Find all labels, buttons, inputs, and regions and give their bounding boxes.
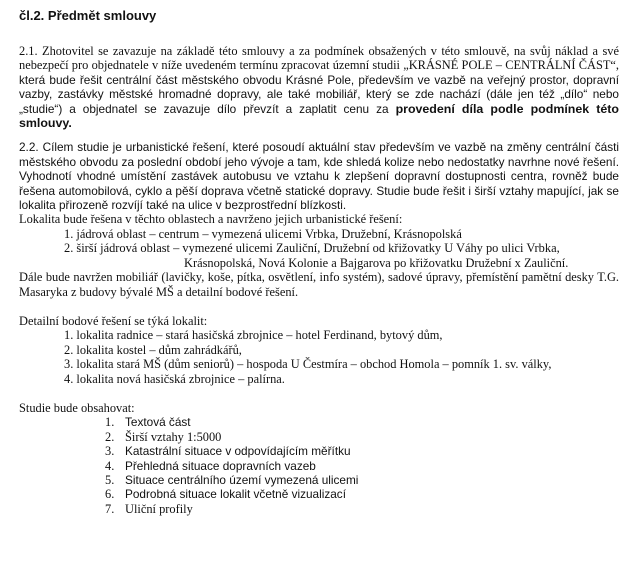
- detailni-item-1: 1. lokalita radnice – stará hasičská zbrojnice – hotel Ferdinand, bytový dům,: [64, 328, 443, 343]
- area-item-2-cont: Krásnopolská, Nová Kolonie a Bajgarova po křižovatku Družební x Zauliční.: [184, 255, 569, 270]
- area-item-2: 2. širší jádrová oblast – vymezené ulicemi Zauliční, Družební od křižovatky U Váhy po ulici Vrbka,: [64, 241, 560, 256]
- document-page: [19, 8, 619, 516]
- p21-part-c: (dále jen též „dílo“ nebo „studie“): [19, 87, 619, 116]
- paragraph-2-2: [19, 140, 619, 212]
- area-list: [19, 227, 619, 270]
- studie-item-1: 1. Textová část: [105, 415, 191, 430]
- p21-bold: provedení díla podle podmínek této smlouvy.: [19, 101, 619, 131]
- studie-item-4: 4. Přehledná situace dopravních vazeb: [105, 458, 316, 473]
- lokalita-intro: Lokalita bude řešena v těchto oblastech a navrženo jejich urbanistické řešení:: [19, 212, 403, 227]
- studie-item-5: 5. Situace centrálního území vymezená ulicemi: [105, 472, 359, 487]
- detailni-list: [19, 328, 619, 386]
- p21-part-b: která bude řešit centrální část městského obvodu Krásné Pole, především ve vazbě na veřejný prostor, dopravní vazby, zastávky městské hromadné dopravy, ale také mobiliář, který se zde nachází: [19, 72, 619, 102]
- mobiliar-paragraph: Dále bude navržen mobiliář (lavičky, koše, pítka, osvětlení, info systém), sadové úpravy, přemístění pamětní desky T.G. Masaryka z budovy bývalé MŠ a detailní bodové řešení.: [19, 270, 619, 299]
- studie-item-7: 7. Uliční profily: [105, 501, 193, 516]
- p22-text: 2.2. Cílem studie je urbanistické řešení, které posoudí aktuální stav především ve vazbě na změny centrální části městského obvodu za poslední období jeho vývoje a tam, kde shledá kolize nebo nedostatky navrhne nové řešení. Vyhodnotí vhodné umístění zastávek autobusu ve vztahu k zlepšení dopravní dostupnosti centra, rovněž bude řešena automobilová, cyklo a pěší doprava včetně statické dopravy. Studie bude řešit i širší vztahy mapující, jak se lokalita přirozeně rozvíjí také na ulice v bezprostřední blízkosti.: [19, 140, 619, 213]
- area-item-1: 1. jádrová oblast – centrum – vymezená ulicemi Vrbka, Družební, Krásnopolská: [64, 226, 462, 241]
- section-heading: čl.2. Předmět smlouvy: [19, 8, 157, 23]
- paragraph-2-1: [19, 44, 619, 130]
- p21-part-d: a objednatel se zavazuje dílo převzít a zaplatit cenu za: [62, 101, 396, 116]
- p21-part-a: 2.1. Zhotovitel se zavazuje na základě této smlouvy a za podmínek obsažených v této smlouvě, na svůj náklad a své nebezpečí pro objednatele v níže uvedeném termínu zpracovat územní studii „KRÁSNÉ POLE – CENTRÁLNÍ ČÁST“,: [19, 44, 619, 73]
- detailni-item-4: 4. lokalita nová hasičská zbrojnice – palírna.: [64, 371, 285, 386]
- studie-item-2: 2. Širší vztahy 1:5000: [105, 429, 222, 444]
- detailni-item-3: 3. lokalita stará MŠ (dům seniorů) – hospoda U Čestmíra – obchod Homola – pomník 1. sv. války,: [64, 357, 552, 372]
- detailni-item-2: 2. lokalita kostel – dům zahrádkářů,: [64, 342, 242, 357]
- studie-item-6: 6. Podrobná situace lokalit včetně vizualizací: [105, 487, 346, 502]
- studie-title: Studie bude obsahovat:: [19, 400, 135, 415]
- studie-item-3: 3. Katastrální situace v odpovídajícím měřítku: [105, 444, 351, 459]
- studie-list: [19, 415, 619, 516]
- detailni-title: Detailní bodové řešení se týká lokalit:: [19, 313, 208, 328]
